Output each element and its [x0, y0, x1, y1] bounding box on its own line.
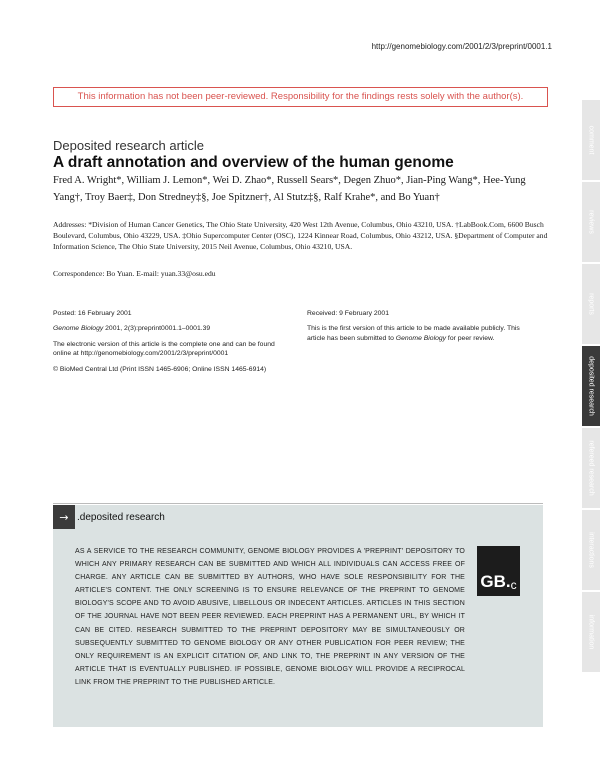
- posted-date: Posted: 16 February 2001: [53, 310, 132, 317]
- citation-details: 2001, 2(3):preprint0001.1–0001.39: [103, 325, 211, 333]
- tab-information[interactable]: information: [582, 592, 600, 672]
- author-list: Fred A. Wright*, William J. Lemon*, Wei D. Zhao*, Russell Sears*, Degen Zhuo*, Jian-Ping Wang*, Hee-Yung Yang†, Troy Baer‡, Don Stredney‡§, Joe Spitzner†, Al Stutz‡§, Ralf Krahe*, and Bo Yuan†: [53, 175, 526, 203]
- citation: [53, 324, 288, 333]
- first-version-journal: Genome Biology: [395, 334, 447, 342]
- article-url[interactable]: http://genomebiology.com/2001/2/3/preprint/0001.1: [371, 42, 552, 51]
- deposited-research-box: [53, 505, 543, 727]
- tab-comment[interactable]: comment: [582, 100, 600, 180]
- copyright-line: © BioMed Central Ltd (Print ISSN 1465-6906; Online ISSN 1465-6914): [53, 365, 267, 373]
- article-type: Deposited research article: [53, 138, 205, 153]
- section-divider: [53, 503, 543, 504]
- publication-info-left: [53, 309, 288, 380]
- genome-biology-logo: GB. c: [477, 546, 520, 596]
- arrow-right-icon: →: [53, 505, 75, 529]
- first-version-note: This is the first version of this article to be made available publicly. This article has been submitted to Genome Biology for peer review.: [307, 325, 520, 342]
- tab-reports[interactable]: reports: [582, 264, 600, 344]
- tab-refereed-research[interactable]: refereed research: [582, 428, 600, 508]
- publication-info-right: [307, 309, 537, 349]
- deposited-research-header: [53, 505, 165, 529]
- author-addresses: Addresses: *Division of Human Cancer Genetics, The Ohio State University, 420 West 12th Avenue, Columbus, Ohio 43210, USA. †LabBook.Com, 6600 Busch Boulevard, Columbus, Ohio 43229, USA. ‡Ohio Supercomputer Center (OSC), 1224 Kinnear Road, Columbus, Ohio 43212, USA. §Department of Computer and Information Science, The Ohio State University, 2015 Neil Avenue, Columbus, Ohio 43210, USA.: [53, 220, 548, 251]
- section-tabs: [582, 100, 600, 674]
- peer-review-notice: This information has not been peer-reviewed. Responsibility for the findings rests solely with the author(s).: [53, 87, 548, 107]
- tab-interactions[interactable]: interactions: [582, 510, 600, 590]
- received-date: Received: 9 February 2001: [307, 310, 389, 317]
- tab-reviews[interactable]: reviews: [582, 182, 600, 262]
- electronic-version-note: The electronic version of this article is the complete one and can be found online at http://genomebiology.com/2001/2/3/preprint/0001: [53, 340, 275, 358]
- deposited-research-description: AS A SERVICE TO THE RESEARCH COMMUNITY, GENOME BIOLOGY PROVIDES A 'PREPRINT' DEPOSITORY TO WHICH ANY PRIMARY RESEARCH CAN BE SUBMITTED AND WHICH ALL INDIVIDUALS CAN ACCESS FREE OF CHARGE. ANY ARTICLE CAN BE SUBMITTED BY AUTHORS, WHO HAVE SOLE RESPONSIBILITY FOR THE ARTICLE'S CONTENT. THE ONLY SCREENING IS TO ENSURE RELEVANCE OF THE PREPRINT TO GENOME BIOLOGY'S SCOPE AND TO AVOID ABUSIVE, LIBELLOUS OR INDECENT ARTICLES. ARTICLES IN THIS SECTION OF THE JOURNAL HAVE NOT BEEN PEER REVIEWED. EACH PREPRINT HAS A PERMANENT URL, BY WHICH IT CAN BE CITED. RESEARCH SUBMITTED TO THE PREPRINT DEPOSITORY MAY BE SIMULTANEOUSLY OR SUBSEQUENTLY SUBMITTED TO GENOME BIOLOGY OR ANY OTHER PUBLICATION FOR PEER REVIEW; THE ONLY REQUIREMENT IS AN EXPLICIT CITATION OF, AND LINK TO, THE PREPRINT IN ANY VERSION OF THE ARTICLE THAT IS EVENTUALLY PUBLISHED. IF POSSIBLE, GENOME BIOLOGY WILL PROVIDE A RECIPROCAL LINK FROM THE PREPRINT TO THE PUBLISHED ARTICLE.: [75, 548, 465, 686]
- citation-journal: Genome Biology: [53, 325, 104, 333]
- correspondence: Correspondence: Bo Yuan. E-mail: yuan.33@osu.edu: [53, 269, 216, 278]
- deposited-research-heading: .deposited research: [77, 511, 165, 523]
- tab-deposited-research[interactable]: deposited research: [582, 346, 600, 426]
- article-title: A draft annotation and overview of the human genome: [53, 154, 454, 171]
